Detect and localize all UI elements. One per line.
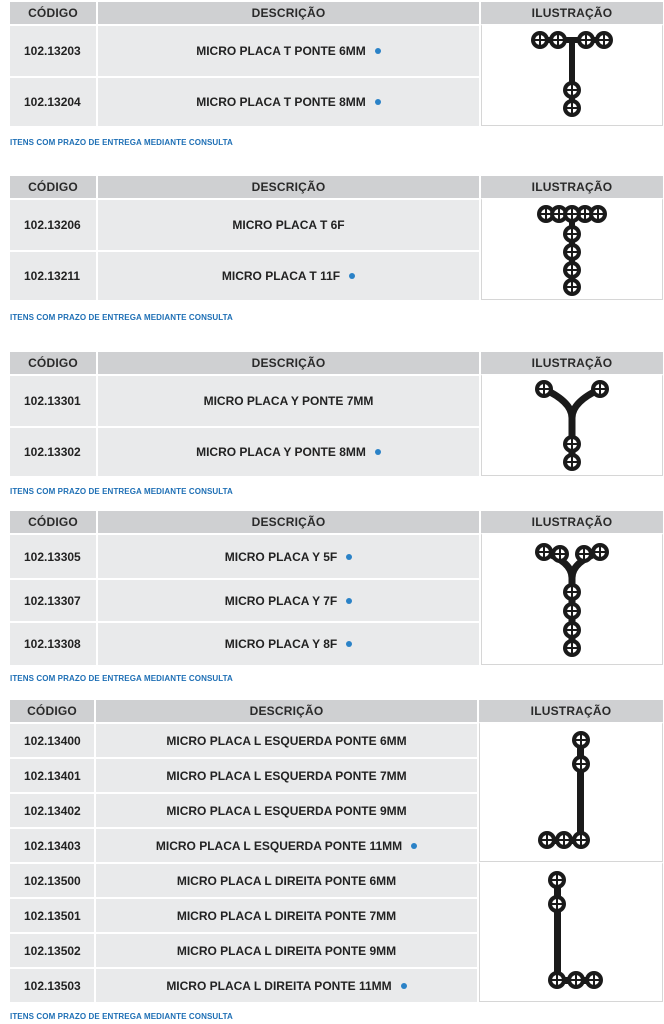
table-header-row xyxy=(10,176,663,198)
product-code: 102.13401 xyxy=(10,757,94,792)
product-code: 102.13403 xyxy=(10,827,94,862)
table-header-row xyxy=(10,700,663,722)
illustration-cell xyxy=(479,722,663,862)
delivery-note: ITENS COM PRAZO DE ENTREGA MEDIANTE CONSULTA xyxy=(10,138,233,147)
t-plate-icon xyxy=(532,202,612,298)
product-code: 102.13500 xyxy=(10,862,94,897)
product-description: MICRO PLACA L ESQUERDA PONTE 9MM xyxy=(96,792,477,827)
header-illustration: ILUSTRAÇÃO xyxy=(479,700,663,722)
product-code: 102.13302 xyxy=(10,426,96,476)
delivery-note: ITENS COM PRAZO DE ENTREGA MEDIANTE CONSULTA xyxy=(10,1012,233,1021)
product-code: 102.13307 xyxy=(10,578,96,621)
header-code: CÓDIGO xyxy=(10,2,96,24)
header-description: DESCRIÇÃO xyxy=(98,511,479,533)
product-description: MICRO PLACA L ESQUERDA PONTE 11MM xyxy=(96,827,477,862)
header-code: CÓDIGO xyxy=(10,176,96,198)
product-description: MICRO PLACA L DIREITA PONTE 11MM xyxy=(96,967,477,1002)
availability-dot xyxy=(411,843,417,849)
header-code: CÓDIGO xyxy=(10,700,94,722)
product-code: 102.13402 xyxy=(10,792,94,827)
illustration-cell xyxy=(481,374,663,476)
availability-dot xyxy=(401,983,407,989)
header-description: DESCRIÇÃO xyxy=(98,176,479,198)
table-header-row xyxy=(10,2,663,24)
availability-dot xyxy=(346,641,352,647)
product-code: 102.13400 xyxy=(10,722,94,757)
product-table-t-bridge xyxy=(8,2,661,126)
product-description: MICRO PLACA T 11F xyxy=(98,250,479,300)
product-description: MICRO PLACA L ESQUERDA PONTE 7MM xyxy=(96,757,477,792)
header-code: CÓDIGO xyxy=(10,511,96,533)
availability-dot xyxy=(375,99,381,105)
product-code: 102.13301 xyxy=(10,374,96,426)
header-description: DESCRIÇÃO xyxy=(96,700,477,722)
product-table-t xyxy=(8,176,661,300)
product-description: MICRO PLACA L DIREITA PONTE 9MM xyxy=(96,932,477,967)
illustration-cell xyxy=(481,533,663,665)
t-plate-bridge-icon xyxy=(527,28,617,124)
product-code: 102.13502 xyxy=(10,932,94,967)
table-header-row xyxy=(10,352,663,374)
availability-dot xyxy=(346,554,352,560)
product-code: 102.13503 xyxy=(10,967,94,1002)
table-row xyxy=(10,862,663,897)
availability-dot xyxy=(375,48,381,54)
availability-dot xyxy=(349,273,355,279)
header-code: CÓDIGO xyxy=(10,352,96,374)
product-description: MICRO PLACA L DIREITA PONTE 7MM xyxy=(96,897,477,932)
y-plate-bridge-icon xyxy=(532,378,612,474)
product-description: MICRO PLACA Y 5F xyxy=(98,533,479,578)
product-code: 102.13206 xyxy=(10,198,96,250)
product-table-y-bridge xyxy=(8,352,661,476)
product-description: MICRO PLACA L ESQUERDA PONTE 6MM xyxy=(96,722,477,757)
illustration-cell xyxy=(481,24,663,126)
illustration-cell xyxy=(481,198,663,300)
product-description: MICRO PLACA Y 8F xyxy=(98,621,479,665)
product-table-l xyxy=(8,700,661,1002)
product-code: 102.13211 xyxy=(10,250,96,300)
product-description: MICRO PLACA L DIREITA PONTE 6MM xyxy=(96,862,477,897)
availability-dot xyxy=(346,598,352,604)
delivery-note: ITENS COM PRAZO DE ENTREGA MEDIANTE CONSULTA xyxy=(10,487,233,496)
product-code: 102.13203 xyxy=(10,24,96,76)
header-illustration: ILUSTRAÇÃO xyxy=(481,352,663,374)
y-plate-icon xyxy=(532,540,612,660)
product-description: MICRO PLACA T 6F xyxy=(98,198,479,250)
product-table-y xyxy=(8,511,661,665)
l-plate-right-icon xyxy=(531,866,611,1000)
table-header-row xyxy=(10,511,663,533)
header-illustration: ILUSTRAÇÃO xyxy=(481,176,663,198)
product-description: MICRO PLACA T PONTE 8MM xyxy=(98,76,479,126)
product-code: 102.13305 xyxy=(10,533,96,578)
product-description: MICRO PLACA Y PONTE 7MM xyxy=(98,374,479,426)
illustration-cell xyxy=(479,862,663,1002)
table-row xyxy=(10,722,663,757)
product-description: MICRO PLACA Y 7F xyxy=(98,578,479,621)
table-row xyxy=(10,24,663,76)
header-illustration: ILUSTRAÇÃO xyxy=(481,511,663,533)
header-description: DESCRIÇÃO xyxy=(98,352,479,374)
delivery-note: ITENS COM PRAZO DE ENTREGA MEDIANTE CONSULTA xyxy=(10,313,233,322)
header-description: DESCRIÇÃO xyxy=(98,2,479,24)
product-description: MICRO PLACA Y PONTE 8MM xyxy=(98,426,479,476)
product-code: 102.13204 xyxy=(10,76,96,126)
table-row xyxy=(10,374,663,426)
product-description: MICRO PLACA T PONTE 6MM xyxy=(98,24,479,76)
delivery-note: ITENS COM PRAZO DE ENTREGA MEDIANTE CONSULTA xyxy=(10,674,233,683)
header-illustration: ILUSTRAÇÃO xyxy=(481,2,663,24)
l-plate-left-icon xyxy=(531,726,611,860)
table-row xyxy=(10,533,663,578)
table-row xyxy=(10,198,663,250)
product-code: 102.13308 xyxy=(10,621,96,665)
product-code: 102.13501 xyxy=(10,897,94,932)
availability-dot xyxy=(375,449,381,455)
